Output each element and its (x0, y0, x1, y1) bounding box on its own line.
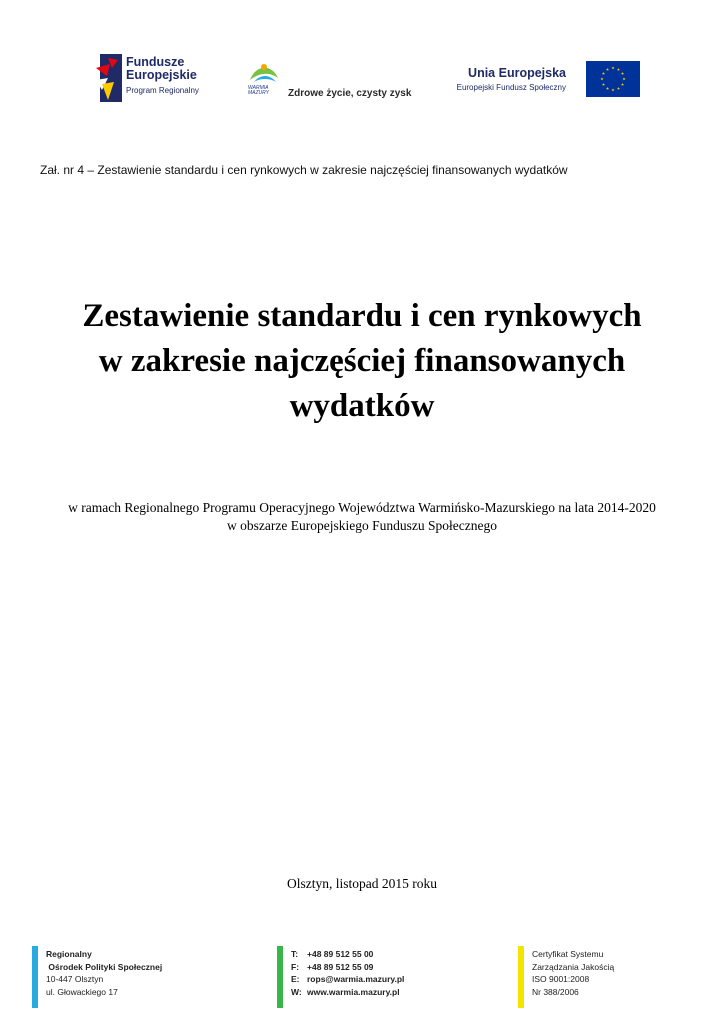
footer-organization-text (46, 948, 162, 998)
document-subtitle (40, 499, 684, 535)
footer-contact-text (291, 948, 404, 998)
footer-bar-green (277, 946, 283, 1008)
place-date: Olsztyn, listopad 2015 roku (287, 876, 437, 891)
footer-org-line4: ul. Głowackiego 17 (46, 986, 118, 997)
footer-contact-fax-value: +48 89 512 55 09 (307, 961, 374, 972)
footer-cert-line3: ISO 9001:2008 (532, 974, 590, 984)
footer-certificate-text (532, 948, 614, 998)
footer-contact-email-key: E: (291, 974, 300, 984)
logo-wm-small-text-1: WARMIA (248, 85, 269, 91)
document-subtitle-line1: w ramach Regionalnego Programu Operacyjnego Województwa Warmińsko-Mazurskiego na lata 2014-2020 (68, 500, 656, 515)
document-title-line2: w zakresie najczęściej finansowanych (98, 343, 626, 379)
footer-org-line1: Regionalny (46, 949, 92, 959)
footer-contact-phone (291, 948, 404, 961)
logo-warmia-mazury (246, 60, 421, 102)
logo-fundusze-europejskie (96, 54, 226, 104)
document-title (40, 294, 684, 429)
document-title-line1: Zestawienie standardu i cen rynkowych (82, 298, 642, 334)
footer-contact-fax-key: F: (291, 961, 300, 972)
footer-contact-phone-key: T: (291, 949, 299, 959)
document-title-line3: wydatków (289, 388, 435, 424)
attachment-line: Zał. nr 4 – Zestawienie standardu i cen rynkowych w zakresie najczęściej finansowanych wydatków (40, 163, 568, 177)
logo-fe-line2: Europejskie (126, 68, 197, 82)
logo-wm-small-text (248, 86, 282, 96)
logo-wm-slogan: Zdrowe życie, czysty zysk (288, 88, 412, 99)
footer-cert-line2: Zarządzania Jakością (532, 961, 615, 972)
footer-bar-yellow (518, 946, 524, 1008)
footer-contact-email (291, 973, 404, 986)
footer-org-line3: 10-447 Olsztyn (46, 974, 104, 984)
eu-flag-icon (586, 61, 640, 97)
fundusze-europejskie-text (126, 56, 199, 97)
logo-fe-line1: Fundusze (126, 55, 185, 69)
footer-contact-email-link[interactable]: rops@warmia.mazury.pl (307, 974, 405, 984)
footer-contact-fax (291, 961, 404, 974)
logo-ue-subtitle: Europejski Fundusz Społeczny (456, 83, 566, 92)
footer-contact-web (291, 986, 404, 999)
logo-ue-title: Unia Europejska (468, 66, 566, 80)
fundusze-europejskie-mark-icon (96, 54, 122, 102)
footer-cert-line4: Nr 388/2006 (532, 986, 579, 997)
document-subtitle-line2: w obszarze Europejskiego Funduszu Społecznego (227, 518, 497, 533)
footer-org-line2: Ośrodek Polityki Społecznej (46, 961, 163, 972)
logo-wm-small-text-2: MAZURY (248, 90, 269, 96)
footer-contact-web-link[interactable]: www.warmia.mazury.pl (307, 986, 400, 997)
footer-contact-phone-value: +48 89 512 55 00 (307, 949, 374, 959)
footer-cert-line1: Certyfikat Systemu (532, 949, 604, 959)
footer-bar-blue (32, 946, 38, 1008)
footer-contact-web-key: W: (291, 986, 302, 997)
logo-unia-europejska (450, 60, 630, 100)
logo-fe-line3: Program Regionalny (126, 86, 199, 95)
